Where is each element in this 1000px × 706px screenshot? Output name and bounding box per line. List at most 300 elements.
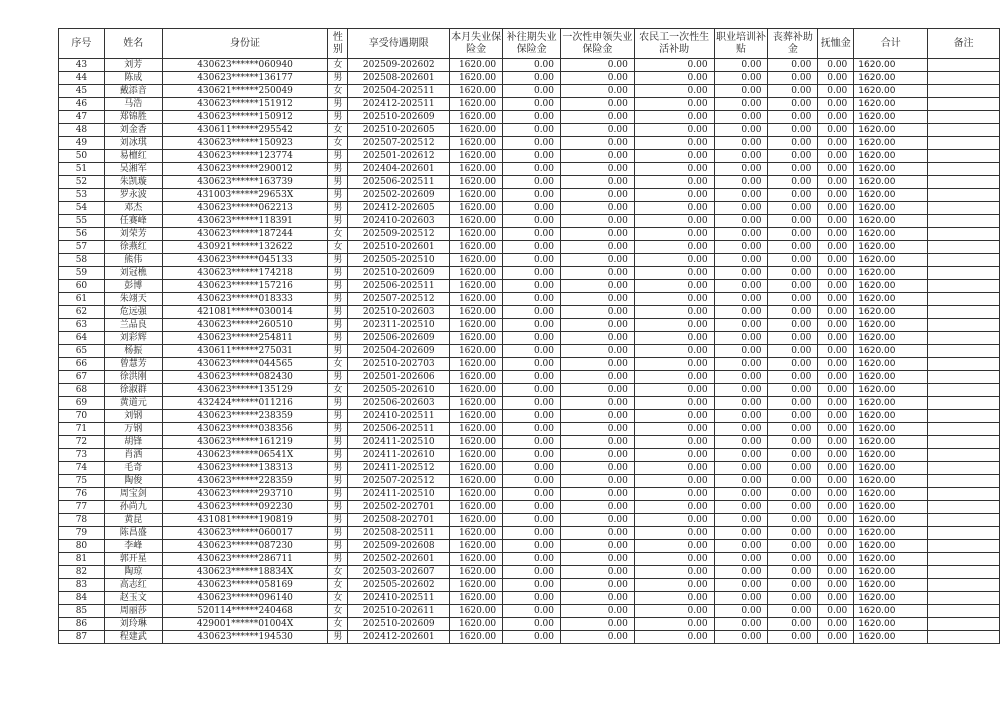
cell-one-time-unemployment: 0.00	[561, 449, 635, 462]
header-period: 享受待遇期限	[348, 29, 450, 59]
cell-monthly-unemployment: 1620.00	[450, 293, 503, 306]
cell-back-unemployment: 0.00	[503, 306, 561, 319]
cell-name: 陈昌盛	[104, 527, 162, 540]
cell-total: 1620.00	[854, 358, 928, 371]
cell-total: 1620.00	[854, 189, 928, 202]
cell-total: 1620.00	[854, 345, 928, 358]
cell-remark	[928, 215, 1000, 228]
cell-pension: 0.00	[818, 501, 854, 514]
cell-name: 程建武	[104, 631, 162, 644]
cell-seq: 62	[59, 306, 105, 319]
cell-monthly-unemployment: 1620.00	[450, 436, 503, 449]
cell-funeral-subsidy: 0.00	[768, 384, 818, 397]
cell-id-card: 430623******135129	[162, 384, 328, 397]
cell-back-unemployment: 0.00	[503, 384, 561, 397]
cell-gender: 男	[328, 345, 348, 358]
cell-training-subsidy: 0.00	[714, 345, 768, 358]
cell-funeral-subsidy: 0.00	[768, 462, 818, 475]
cell-training-subsidy: 0.00	[714, 319, 768, 332]
cell-remark	[928, 358, 1000, 371]
cell-funeral-subsidy: 0.00	[768, 189, 818, 202]
cell-period: 202506-202511	[348, 280, 450, 293]
cell-pension: 0.00	[818, 449, 854, 462]
table-row	[59, 410, 1000, 423]
cell-period: 202412-202605	[348, 202, 450, 215]
cell-gender: 男	[328, 280, 348, 293]
table-row	[59, 423, 1000, 436]
cell-migrant-subsidy: 0.00	[634, 319, 714, 332]
cell-total: 1620.00	[854, 59, 928, 72]
cell-one-time-unemployment: 0.00	[561, 618, 635, 631]
cell-name: 徐燕红	[104, 241, 162, 254]
cell-training-subsidy: 0.00	[714, 111, 768, 124]
cell-pension: 0.00	[818, 410, 854, 423]
cell-monthly-unemployment: 1620.00	[450, 98, 503, 111]
table-row	[59, 189, 1000, 202]
cell-seq: 55	[59, 215, 105, 228]
cell-funeral-subsidy: 0.00	[768, 436, 818, 449]
cell-back-unemployment: 0.00	[503, 150, 561, 163]
cell-training-subsidy: 0.00	[714, 566, 768, 579]
cell-name: 刘荣芳	[104, 228, 162, 241]
cell-id-card: 430623******254811	[162, 332, 328, 345]
cell-name: 黄道元	[104, 397, 162, 410]
cell-total: 1620.00	[854, 423, 928, 436]
cell-remark	[928, 449, 1000, 462]
cell-remark	[928, 631, 1000, 644]
cell-pension: 0.00	[818, 566, 854, 579]
cell-remark	[928, 605, 1000, 618]
cell-remark	[928, 618, 1000, 631]
cell-funeral-subsidy: 0.00	[768, 215, 818, 228]
cell-one-time-unemployment: 0.00	[561, 124, 635, 137]
cell-back-unemployment: 0.00	[503, 59, 561, 72]
cell-gender: 男	[328, 501, 348, 514]
cell-total: 1620.00	[854, 306, 928, 319]
cell-remark	[928, 475, 1000, 488]
cell-total: 1620.00	[854, 631, 928, 644]
cell-one-time-unemployment: 0.00	[561, 579, 635, 592]
cell-gender: 男	[328, 631, 348, 644]
cell-monthly-unemployment: 1620.00	[450, 462, 503, 475]
cell-gender: 男	[328, 319, 348, 332]
cell-pension: 0.00	[818, 527, 854, 540]
cell-gender: 男	[328, 423, 348, 436]
table-row	[59, 124, 1000, 137]
cell-funeral-subsidy: 0.00	[768, 605, 818, 618]
cell-period: 202506-202609	[348, 332, 450, 345]
cell-period: 202311-202510	[348, 319, 450, 332]
cell-migrant-subsidy: 0.00	[634, 85, 714, 98]
cell-total: 1620.00	[854, 293, 928, 306]
cell-remark	[928, 540, 1000, 553]
cell-seq: 69	[59, 397, 105, 410]
cell-monthly-unemployment: 1620.00	[450, 345, 503, 358]
cell-funeral-subsidy: 0.00	[768, 293, 818, 306]
cell-remark	[928, 98, 1000, 111]
cell-training-subsidy: 0.00	[714, 85, 768, 98]
cell-period: 202510-202609	[348, 267, 450, 280]
cell-name: 黄昆	[104, 514, 162, 527]
cell-seq: 79	[59, 527, 105, 540]
cell-total: 1620.00	[854, 371, 928, 384]
cell-period: 202507-202512	[348, 293, 450, 306]
cell-remark	[928, 423, 1000, 436]
cell-period: 202504-202609	[348, 345, 450, 358]
cell-id-card: 430623******038356	[162, 423, 328, 436]
cell-one-time-unemployment: 0.00	[561, 371, 635, 384]
table-row	[59, 618, 1000, 631]
cell-total: 1620.00	[854, 579, 928, 592]
cell-funeral-subsidy: 0.00	[768, 150, 818, 163]
cell-seq: 81	[59, 553, 105, 566]
table-row	[59, 59, 1000, 72]
cell-training-subsidy: 0.00	[714, 189, 768, 202]
cell-pension: 0.00	[818, 137, 854, 150]
table-row	[59, 397, 1000, 410]
cell-seq: 65	[59, 345, 105, 358]
cell-funeral-subsidy: 0.00	[768, 501, 818, 514]
cell-migrant-subsidy: 0.00	[634, 397, 714, 410]
cell-training-subsidy: 0.00	[714, 371, 768, 384]
cell-gender: 男	[328, 98, 348, 111]
cell-id-card: 430623******157216	[162, 280, 328, 293]
cell-remark	[928, 72, 1000, 85]
cell-total: 1620.00	[854, 98, 928, 111]
cell-remark	[928, 111, 1000, 124]
cell-seq: 77	[59, 501, 105, 514]
cell-name: 李峰	[104, 540, 162, 553]
header-remark: 备注	[928, 29, 1000, 59]
cell-gender: 男	[328, 202, 348, 215]
cell-one-time-unemployment: 0.00	[561, 332, 635, 345]
cell-pension: 0.00	[818, 579, 854, 592]
cell-one-time-unemployment: 0.00	[561, 163, 635, 176]
cell-name: 杨振	[104, 345, 162, 358]
cell-monthly-unemployment: 1620.00	[450, 501, 503, 514]
cell-pension: 0.00	[818, 228, 854, 241]
cell-remark	[928, 397, 1000, 410]
table-row	[59, 150, 1000, 163]
cell-migrant-subsidy: 0.00	[634, 241, 714, 254]
cell-gender: 男	[328, 449, 348, 462]
header-training-subsidy: 职业培训补贴	[714, 29, 768, 59]
cell-migrant-subsidy: 0.00	[634, 137, 714, 150]
cell-training-subsidy: 0.00	[714, 410, 768, 423]
cell-monthly-unemployment: 1620.00	[450, 358, 503, 371]
cell-training-subsidy: 0.00	[714, 332, 768, 345]
cell-period: 202507-202512	[348, 137, 450, 150]
cell-name: 邓杰	[104, 202, 162, 215]
cell-gender: 男	[328, 72, 348, 85]
cell-total: 1620.00	[854, 111, 928, 124]
cell-pension: 0.00	[818, 189, 854, 202]
cell-funeral-subsidy: 0.00	[768, 176, 818, 189]
cell-id-card: 430623******228359	[162, 475, 328, 488]
cell-remark	[928, 566, 1000, 579]
cell-training-subsidy: 0.00	[714, 384, 768, 397]
cell-name: 彭博	[104, 280, 162, 293]
cell-gender: 女	[328, 592, 348, 605]
cell-id-card: 430623******150912	[162, 111, 328, 124]
cell-pension: 0.00	[818, 111, 854, 124]
cell-total: 1620.00	[854, 618, 928, 631]
cell-training-subsidy: 0.00	[714, 228, 768, 241]
cell-id-card: 430623******163739	[162, 176, 328, 189]
cell-gender: 女	[328, 241, 348, 254]
header-back-unemployment: 补往期失业保险金	[503, 29, 561, 59]
cell-period: 202502-202701	[348, 501, 450, 514]
cell-training-subsidy: 0.00	[714, 579, 768, 592]
cell-gender: 女	[328, 384, 348, 397]
cell-migrant-subsidy: 0.00	[634, 527, 714, 540]
cell-monthly-unemployment: 1620.00	[450, 280, 503, 293]
cell-period: 202411-202512	[348, 462, 450, 475]
table-row	[59, 241, 1000, 254]
header-row	[59, 29, 1000, 59]
cell-gender: 男	[328, 176, 348, 189]
cell-funeral-subsidy: 0.00	[768, 527, 818, 540]
cell-one-time-unemployment: 0.00	[561, 254, 635, 267]
cell-migrant-subsidy: 0.00	[634, 358, 714, 371]
cell-name: 周丽莎	[104, 605, 162, 618]
cell-monthly-unemployment: 1620.00	[450, 241, 503, 254]
cell-migrant-subsidy: 0.00	[634, 371, 714, 384]
cell-total: 1620.00	[854, 215, 928, 228]
cell-remark	[928, 267, 1000, 280]
cell-remark	[928, 514, 1000, 527]
cell-period: 202501-202612	[348, 150, 450, 163]
cell-monthly-unemployment: 1620.00	[450, 111, 503, 124]
cell-back-unemployment: 0.00	[503, 163, 561, 176]
cell-training-subsidy: 0.00	[714, 358, 768, 371]
cell-one-time-unemployment: 0.00	[561, 241, 635, 254]
cell-one-time-unemployment: 0.00	[561, 293, 635, 306]
cell-gender: 女	[328, 618, 348, 631]
cell-training-subsidy: 0.00	[714, 436, 768, 449]
cell-funeral-subsidy: 0.00	[768, 254, 818, 267]
table-row	[59, 98, 1000, 111]
cell-remark	[928, 189, 1000, 202]
cell-seq: 75	[59, 475, 105, 488]
cell-gender: 男	[328, 267, 348, 280]
cell-monthly-unemployment: 1620.00	[450, 449, 503, 462]
cell-training-subsidy: 0.00	[714, 124, 768, 137]
cell-funeral-subsidy: 0.00	[768, 397, 818, 410]
cell-pension: 0.00	[818, 605, 854, 618]
cell-one-time-unemployment: 0.00	[561, 98, 635, 111]
cell-funeral-subsidy: 0.00	[768, 592, 818, 605]
cell-back-unemployment: 0.00	[503, 410, 561, 423]
cell-id-card: 430623******174218	[162, 267, 328, 280]
cell-gender: 男	[328, 462, 348, 475]
cell-remark	[928, 371, 1000, 384]
cell-seq: 87	[59, 631, 105, 644]
cell-name: 刘玲琳	[104, 618, 162, 631]
cell-total: 1620.00	[854, 397, 928, 410]
cell-period: 202510-202609	[348, 618, 450, 631]
cell-total: 1620.00	[854, 501, 928, 514]
cell-id-card: 520114******240468	[162, 605, 328, 618]
cell-gender: 男	[328, 163, 348, 176]
cell-seq: 58	[59, 254, 105, 267]
cell-monthly-unemployment: 1620.00	[450, 254, 503, 267]
cell-migrant-subsidy: 0.00	[634, 592, 714, 605]
cell-pension: 0.00	[818, 332, 854, 345]
cell-gender: 男	[328, 332, 348, 345]
cell-gender: 男	[328, 150, 348, 163]
cell-funeral-subsidy: 0.00	[768, 202, 818, 215]
cell-gender: 男	[328, 553, 348, 566]
cell-funeral-subsidy: 0.00	[768, 345, 818, 358]
cell-back-unemployment: 0.00	[503, 592, 561, 605]
cell-training-subsidy: 0.00	[714, 202, 768, 215]
cell-gender: 女	[328, 124, 348, 137]
cell-name: 徐洪刚	[104, 371, 162, 384]
cell-pension: 0.00	[818, 553, 854, 566]
cell-training-subsidy: 0.00	[714, 137, 768, 150]
cell-training-subsidy: 0.00	[714, 605, 768, 618]
cell-period: 202410-202511	[348, 592, 450, 605]
cell-monthly-unemployment: 1620.00	[450, 215, 503, 228]
cell-period: 202510-202605	[348, 124, 450, 137]
cell-period: 202502-202601	[348, 553, 450, 566]
table-row	[59, 566, 1000, 579]
cell-migrant-subsidy: 0.00	[634, 293, 714, 306]
cell-period: 202505-202610	[348, 384, 450, 397]
cell-monthly-unemployment: 1620.00	[450, 150, 503, 163]
cell-gender: 男	[328, 397, 348, 410]
cell-pension: 0.00	[818, 241, 854, 254]
table-row	[59, 345, 1000, 358]
table-row	[59, 605, 1000, 618]
table-row	[59, 215, 1000, 228]
cell-funeral-subsidy: 0.00	[768, 631, 818, 644]
cell-migrant-subsidy: 0.00	[634, 631, 714, 644]
table-row	[59, 319, 1000, 332]
cell-pension: 0.00	[818, 267, 854, 280]
cell-funeral-subsidy: 0.00	[768, 59, 818, 72]
cell-pension: 0.00	[818, 358, 854, 371]
cell-pension: 0.00	[818, 98, 854, 111]
cell-gender: 男	[328, 410, 348, 423]
cell-remark	[928, 150, 1000, 163]
cell-seq: 83	[59, 579, 105, 592]
cell-id-card: 430623******260510	[162, 319, 328, 332]
header-gender: 性别	[328, 29, 348, 59]
cell-training-subsidy: 0.00	[714, 150, 768, 163]
cell-back-unemployment: 0.00	[503, 319, 561, 332]
cell-seq: 45	[59, 85, 105, 98]
cell-training-subsidy: 0.00	[714, 241, 768, 254]
cell-period: 202412-202601	[348, 631, 450, 644]
cell-migrant-subsidy: 0.00	[634, 111, 714, 124]
cell-training-subsidy: 0.00	[714, 254, 768, 267]
table-row	[59, 306, 1000, 319]
cell-gender: 男	[328, 514, 348, 527]
cell-pension: 0.00	[818, 423, 854, 436]
cell-migrant-subsidy: 0.00	[634, 514, 714, 527]
header-one-time-unemployment: 一次性申领失业保险金	[561, 29, 635, 59]
cell-funeral-subsidy: 0.00	[768, 98, 818, 111]
cell-seq: 63	[59, 319, 105, 332]
cell-monthly-unemployment: 1620.00	[450, 488, 503, 501]
cell-monthly-unemployment: 1620.00	[450, 631, 503, 644]
cell-back-unemployment: 0.00	[503, 176, 561, 189]
cell-migrant-subsidy: 0.00	[634, 475, 714, 488]
cell-back-unemployment: 0.00	[503, 436, 561, 449]
cell-name: 刘钢	[104, 410, 162, 423]
cell-id-card: 430623******138313	[162, 462, 328, 475]
cell-one-time-unemployment: 0.00	[561, 176, 635, 189]
cell-period: 202502-202609	[348, 189, 450, 202]
cell-back-unemployment: 0.00	[503, 475, 561, 488]
cell-remark	[928, 345, 1000, 358]
cell-id-card: 430623******06541X	[162, 449, 328, 462]
cell-monthly-unemployment: 1620.00	[450, 540, 503, 553]
cell-period: 202501-202606	[348, 371, 450, 384]
cell-id-card: 430623******060940	[162, 59, 328, 72]
cell-seq: 70	[59, 410, 105, 423]
cell-period: 202508-202511	[348, 527, 450, 540]
cell-seq: 64	[59, 332, 105, 345]
cell-period: 202504-202511	[348, 85, 450, 98]
cell-id-card: 431003******29653X	[162, 189, 328, 202]
cell-one-time-unemployment: 0.00	[561, 358, 635, 371]
cell-back-unemployment: 0.00	[503, 631, 561, 644]
header-seq: 序号	[59, 29, 105, 59]
cell-migrant-subsidy: 0.00	[634, 553, 714, 566]
table-row	[59, 527, 1000, 540]
cell-remark	[928, 462, 1000, 475]
cell-pension: 0.00	[818, 436, 854, 449]
cell-pension: 0.00	[818, 345, 854, 358]
cell-total: 1620.00	[854, 566, 928, 579]
cell-seq: 57	[59, 241, 105, 254]
cell-gender: 女	[328, 59, 348, 72]
cell-training-subsidy: 0.00	[714, 98, 768, 111]
cell-back-unemployment: 0.00	[503, 501, 561, 514]
cell-name: 郑锦胜	[104, 111, 162, 124]
cell-training-subsidy: 0.00	[714, 280, 768, 293]
cell-one-time-unemployment: 0.00	[561, 514, 635, 527]
cell-training-subsidy: 0.00	[714, 514, 768, 527]
cell-migrant-subsidy: 0.00	[634, 124, 714, 137]
cell-migrant-subsidy: 0.00	[634, 98, 714, 111]
cell-name: 胡锋	[104, 436, 162, 449]
cell-seq: 72	[59, 436, 105, 449]
cell-remark	[928, 579, 1000, 592]
cell-name: 任赛峰	[104, 215, 162, 228]
cell-pension: 0.00	[818, 371, 854, 384]
cell-one-time-unemployment: 0.00	[561, 85, 635, 98]
cell-period: 202410-202511	[348, 410, 450, 423]
cell-remark	[928, 176, 1000, 189]
cell-remark	[928, 488, 1000, 501]
cell-monthly-unemployment: 1620.00	[450, 371, 503, 384]
cell-period: 202509-202608	[348, 540, 450, 553]
cell-pension: 0.00	[818, 592, 854, 605]
cell-seq: 73	[59, 449, 105, 462]
cell-back-unemployment: 0.00	[503, 111, 561, 124]
cell-back-unemployment: 0.00	[503, 215, 561, 228]
cell-period: 202410-202603	[348, 215, 450, 228]
cell-remark	[928, 527, 1000, 540]
header-funeral-subsidy: 丧葬补助金	[768, 29, 818, 59]
cell-name: 戴添音	[104, 85, 162, 98]
cell-migrant-subsidy: 0.00	[634, 72, 714, 85]
cell-id-card: 430623******092230	[162, 501, 328, 514]
